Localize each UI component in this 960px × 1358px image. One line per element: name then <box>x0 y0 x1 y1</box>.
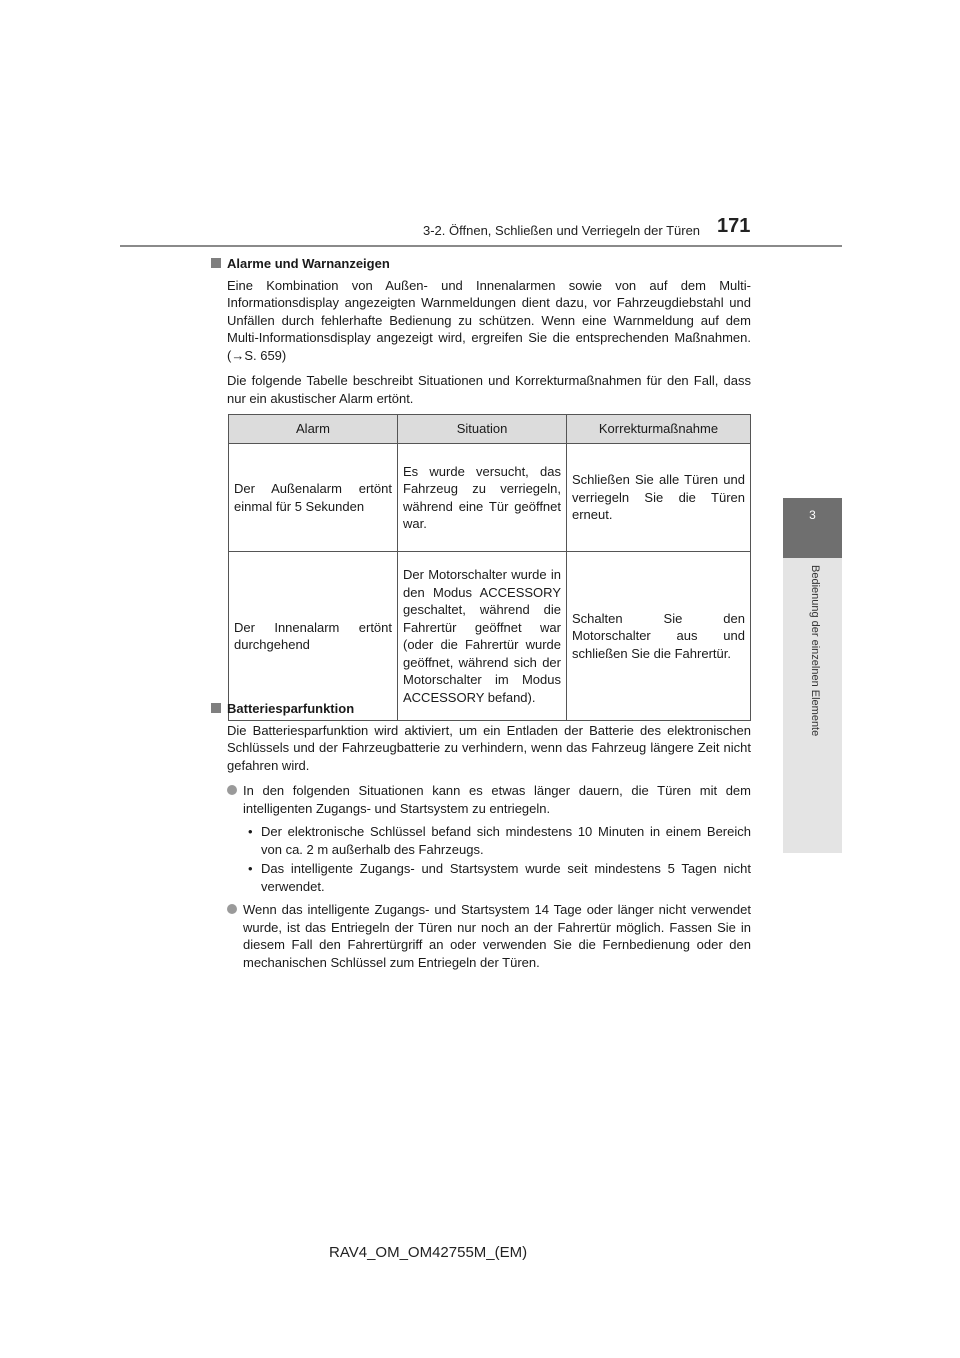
battery-section <box>211 698 751 977</box>
battery-heading <box>211 700 751 718</box>
alarms-section <box>211 253 751 415</box>
list-item-text: Wenn das intelligente Zugangs- und Startsystem 14 Tage oder länger nicht verwendet wurde, ist das Entriegeln der Türen nur noch an der Fahrertür möglich. Fassen Sie in diesem Fall den Fahrertürgriff an oder verwenden Sie die Fernbedienung oder den mechanischen Schlüssel zum Entriegeln der Türen. <box>243 902 751 970</box>
dot-bullet-icon: • <box>248 824 253 839</box>
chapter-number: 3 <box>809 508 816 522</box>
sub-list-item-text: Der elektronische Schlüssel befand sich mindestens 10 Minuten in einem Bereich von ca. 2 m außerhalb des Fahrzeugs. <box>261 824 751 857</box>
dot-bullet-icon: • <box>248 861 253 876</box>
sub-list-item <box>211 823 751 858</box>
round-bullet-icon <box>227 904 237 914</box>
sub-list-item-text: Das intelligente Zugangs- und Startsystem wurde seit mindestens 5 Tagen nicht verwendet. <box>261 861 751 894</box>
alarms-heading <box>211 255 751 273</box>
header-divider <box>120 245 842 247</box>
sub-list-item <box>211 860 751 895</box>
round-bullet-icon <box>227 785 237 795</box>
chapter-tab <box>783 498 842 558</box>
alarms-paragraph-1: Eine Kombination von Außen- und Innenalarmen sowie von auf dem Multi-Informationsdisplay angezeigten Warnmeldungen dient dazu, vor Fahrzeugdiebstahl und Unfällen durch fehlerhafte Bedienung zu schützen. Wenn eine Warnmeldung auf dem Multi-Informationsdisplay angezeigt wird, ergreifen Sie die entsprechenden Maßnahmen. (→S. 659) <box>227 277 751 363</box>
list-item <box>211 901 751 971</box>
table-header-row <box>229 415 751 444</box>
header-action: Korrekturmaßnahme <box>567 415 751 444</box>
list-item <box>211 782 751 817</box>
cell-alarm: Der Innenalarm ertönt durchgehend <box>229 552 398 721</box>
page-number: 171 <box>717 215 751 237</box>
square-bullet-icon <box>211 258 221 268</box>
cell-situation: Der Motorschalter wurde in den Modus ACCESSORY geschaltet, während die Fahrertür geöffnet war (oder die Fahrertür wurde geöffnet, während sich der Motorschalter im Modus ACCESSORY befand). <box>398 552 567 721</box>
battery-paragraph: Die Batteriesparfunktion wird aktiviert, um ein Entladen der Batterie des elektronischen Schlüssels und der Fahrzeugbatterie zu verhindern, wenn das Fahrzeug längere Zeit nicht gefahren wird. <box>227 722 751 773</box>
alarms-heading-text: Alarme und Warnanzeigen <box>227 256 390 271</box>
table-row <box>229 552 751 721</box>
alarms-paragraph-2: Die folgende Tabelle beschreibt Situationen und Korrekturmaßnahmen für den Fall, dass nur ein akustischer Alarm ertönt. <box>227 373 751 406</box>
document-code: RAV4_OM_OM42755M_(EM) <box>329 1244 528 1261</box>
table-row <box>229 444 751 552</box>
list-item-text: In den folgenden Situationen kann es etwas länger dauern, die Türen mit dem intelligenten Zugangs- und Startsystem zu entriegeln. <box>243 783 751 816</box>
square-bullet-icon <box>211 703 221 713</box>
header-situation: Situation <box>398 415 567 444</box>
cell-situation: Es wurde versucht, das Fahrzeug zu verriegeln, während eine Tür geöffnet war. <box>398 444 567 552</box>
section-title: 3-2. Öffnen, Schließen und Verriegeln der Türen <box>423 223 701 238</box>
cell-alarm: Der Außenalarm ertönt einmal für 5 Sekunden <box>229 444 398 552</box>
cell-action: Schalten Sie den Motorschalter aus und schließen Sie die Fahrertür. <box>567 552 751 721</box>
cell-action: Schließen Sie alle Türen und verriegeln Sie die Türen erneut. <box>567 444 751 552</box>
header-alarm: Alarm <box>229 415 398 444</box>
chapter-label: Bedienung der einzelnen Elemente <box>809 565 821 737</box>
alarm-table <box>228 414 751 721</box>
battery-heading-text: Batteriesparfunktion <box>227 701 355 716</box>
